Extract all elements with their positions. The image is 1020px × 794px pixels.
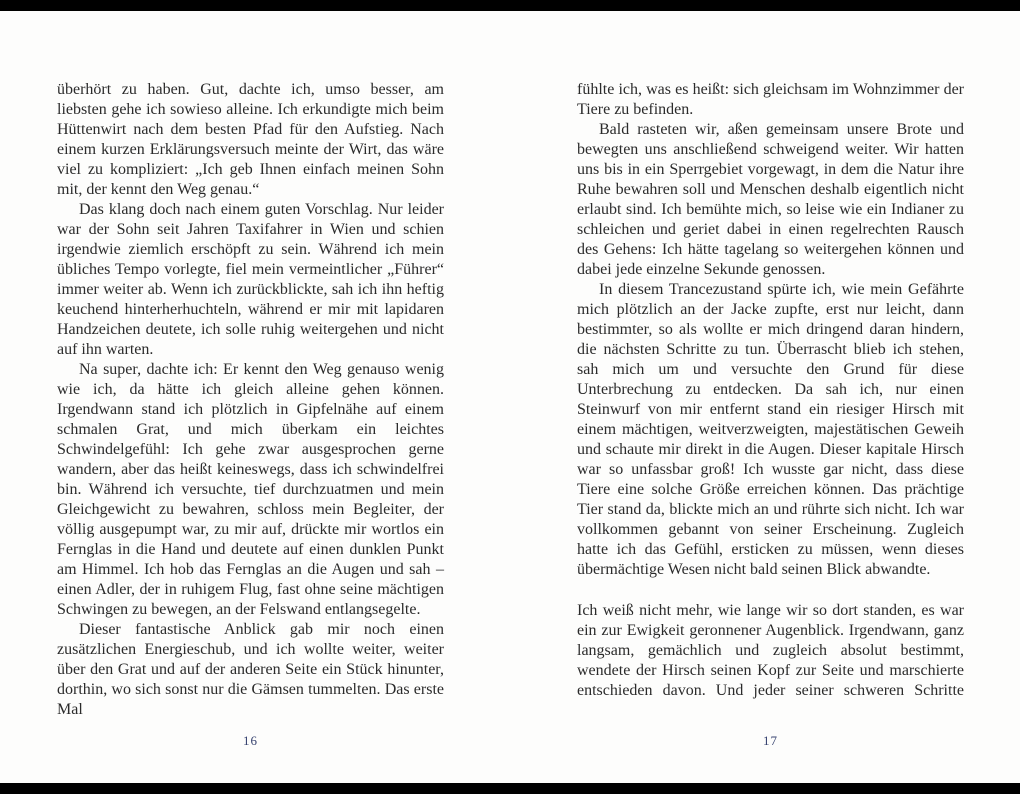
paragraph: Dieser fantastische Anblick gab mir noch einen zusätzlichen Energieschub, und ich wollte weiter, weiter über den Grat und auf der anderen Seite ein Stück hinunter, dorthin, wo sich sonst nur die Gämsen tummelten. Das erste Mal: [57, 621, 444, 718]
paragraph: Bald rasteten wir, aßen gemeinsam unsere Brote und bewegten uns anschließend schweigend weiter. Wir hatten uns bis in ein Sperrgebiet vorgewagt, in dem die Natur ihre Ruhe bewahren soll und Menschen deshalb eigentlich nicht erlaubt sind. Ich bemühte mich, so leise wie ein Indianer zu schleichen und geriet dabei in einen regelrechten Rausch des Gehens: Ich hätte tagelang so weitergehen können und dabei jede einzelne Sekunde genossen.: [577, 121, 964, 278]
paragraph: In diesem Trancezustand spürte ich, wie mein Gefährte mich plötzlich an der Jacke zupfte, erst nur leicht, dann bestimmter, so als wollte er mich dringend daran hindern, die nächsten Schritte zu tun. Überrascht blieb ich stehen, sah mich um und versuchte den Grund für diese Unterbrechung zu entdecken. Da sah ich, nur einen Steinwurf von mir entfernt stand ein riesiger Hirsch mit einem mächtigen, weitverzweigten, majestätischen Geweih und schaute mir direkt in die Augen. Dieser kapitale Hirsch war so unfassbar groß! Ich wusste gar nicht, dass diese Tiere eine solche Größe erreichen können. Das prächtige Tier stand da, blickte mich an und rührte sich nicht. Ich war vollkommen gebannt von seiner Erscheinung. Zugleich hatte ich das Gefühl, ersticken zu müssen, wenn dieses übermächtige Wesen nicht bald seinen Blick abwandte.: [577, 281, 964, 578]
page-left-text: [57, 80, 444, 720]
top-letterbox-bar: [0, 0, 1020, 11]
paragraph: Das klang doch nach einem guten Vorschlag. Nur leider war der Sohn seit Jahren Taxifahrer in Wien und schien irgendwie ziemlich erschöpft zu sein. Während ich mein übliches Tempo vorlegte, fiel mein vermeintlicher „Führer“ immer weiter ab. Wenn ich zurückblickte, sah ich ihn heftig keuchend hinterherhuchteln, während er mir mit lapidaren Handzeichen deutete, ich solle ruhig weitergehen und nicht auf ihn warten.: [57, 201, 444, 358]
bottom-letterbox-bar: [0, 783, 1020, 794]
paragraph: fühlte ich, was es heißt: sich gleichsam im Wohnzimmer der Tiere zu befinden.: [577, 81, 964, 118]
page-number-right: 17: [763, 733, 778, 748]
page-number-left: 16: [243, 733, 258, 748]
paragraph: überhört zu haben. Gut, dachte ich, umso besser, am liebsten gehe ich sowieso alleine. Ich erkundigte mich beim Hüttenwirt nach dem besten Pfad für den Aufstieg. Nach einem kurzen Erklärungsversuch meinte der Wirt, das wäre viel zu kompliziert: „Ich geb Ihnen einfach meinen Sohn mit, der kennt den Weg genau.“: [57, 81, 444, 198]
page-right-text: [577, 80, 964, 701]
paragraph: Na super, dachte ich: Er kennt den Weg genauso wenig wie ich, da hätte ich gleich alleine gehen können. Irgendwann stand ich plötzlich in Gipfelnähe auf einem schmalen Grat, und mich überkam ein leichtes Schwindelgefühl: Ich gehe zwar ausgesprochen gerne wandern, aber das heißt keineswegs, dass ich schwindelfrei bin. Während ich versuchte, tief durchzuatmen und mein Gleichgewicht zu bewahren, schloss mein Begleiter, der völlig ausgepumpt war, zu mir auf, drückte mir wortlos ein Fernglas in die Hand und deutete auf einen dunklen Punkt am Himmel. Ich hob das Fernglas an die Augen und sah – einen Adler, der in ruhigem Flug, fast ohne seine mächtigen Schwingen zu bewegen, an der Felswand entlangsegelte.: [57, 361, 444, 618]
paragraph: Ich weiß nicht mehr, wie lange wir so dort standen, es war ein zur Ewigkeit geronnener Augenblick. Irgendwann, ganz langsam, gemächlich und zugleich absolut bestimmt, wendete der Hirsch seinen Kopf zur Seite und marschierte entschieden davon. Und jeder seiner schweren Schritte: [577, 602, 964, 699]
